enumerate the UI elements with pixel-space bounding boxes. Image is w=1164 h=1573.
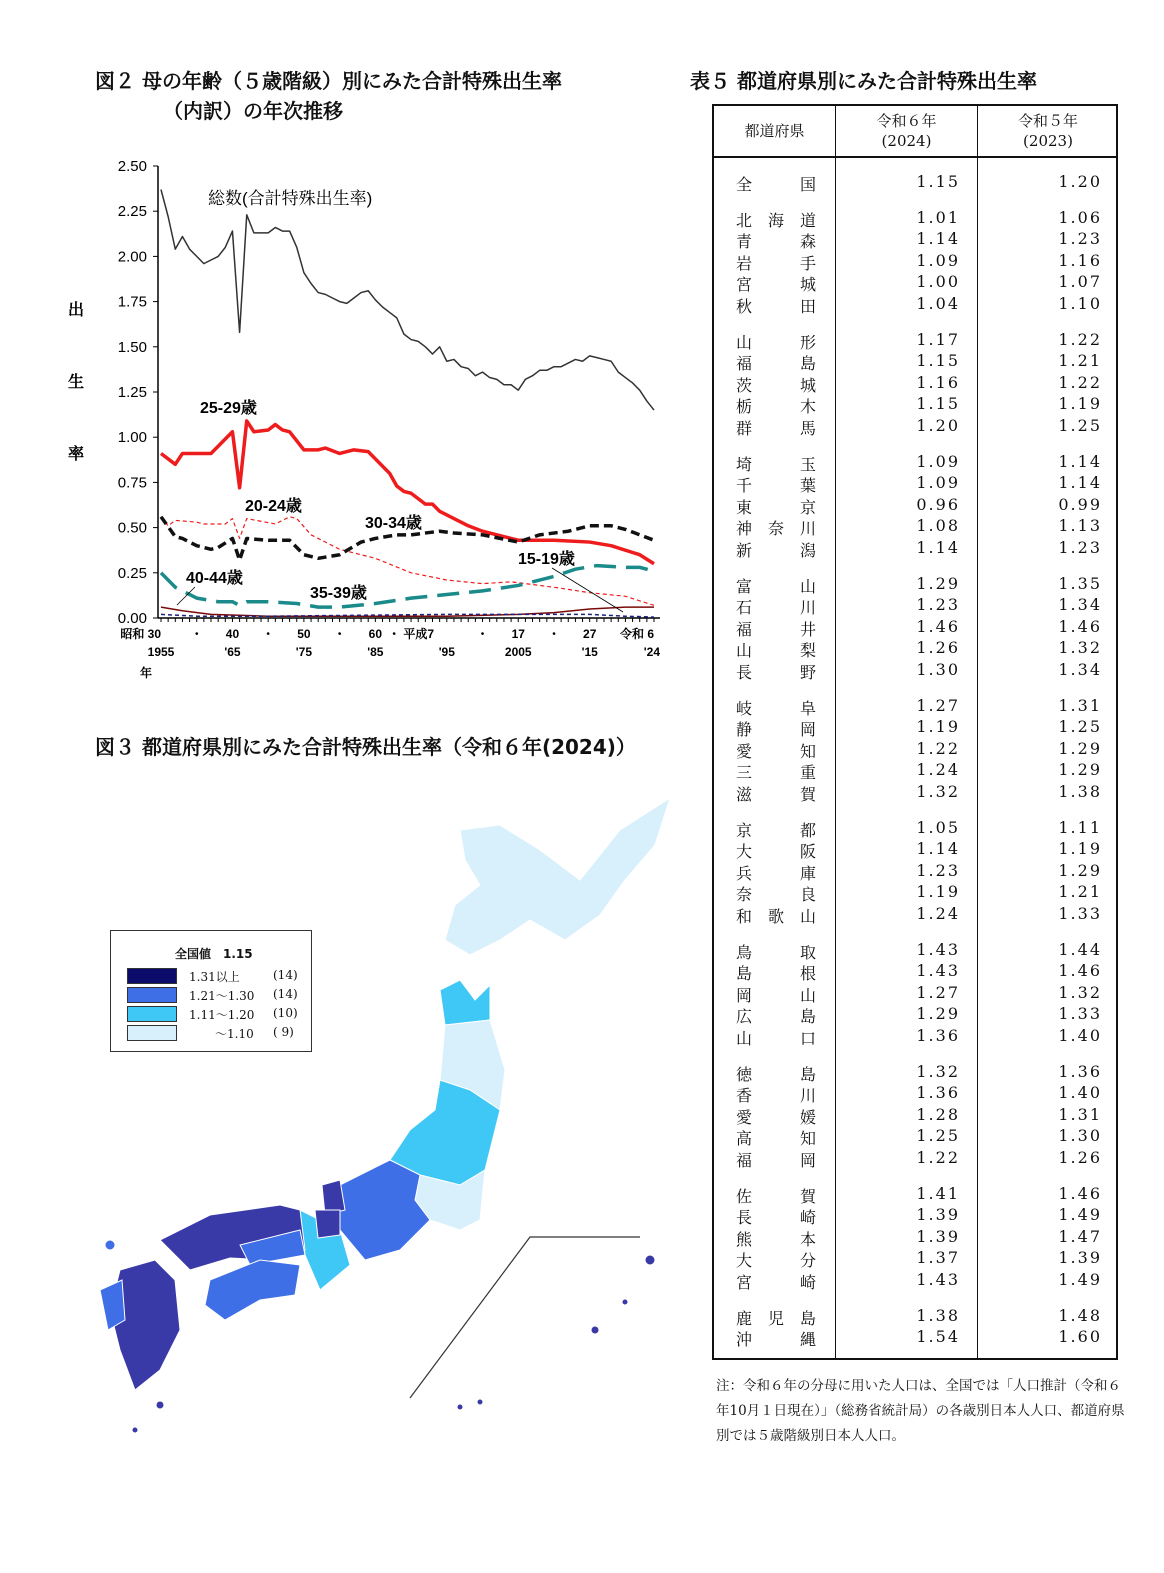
legend-count: (14) [273,968,298,982]
rate-2024: 1.38 [916,1305,960,1325]
prefecture-name: 奈良 [736,885,816,905]
x-tick-year: '75 [295,645,313,659]
rate-2024: 1.46 [916,616,960,636]
table-row [714,516,1116,537]
rate-2023: 1.13 [1058,516,1102,536]
table-row [714,294,1116,315]
prefecture-name: 山梨 [736,641,816,661]
x-tick-year: '15 [581,645,598,659]
rate-2023: 1.10 [1058,294,1102,313]
rate-2024: 1.19 [916,882,960,902]
x-tick-era: 昭和 30 [120,627,161,641]
label-30-34: 30-34歳 [365,515,422,532]
rate-2023: 1.16 [1058,250,1102,270]
table-row [714,940,1116,961]
rate-2024: 1.32 [916,1061,960,1081]
prefecture-name: 福島 [736,354,816,374]
prefecture-name: 群馬 [736,419,816,438]
map-island [622,1299,628,1305]
rate-2023: 1.40 [1058,1026,1102,1045]
prefecture-name: 岐阜 [736,698,816,718]
label-total: 総数(合計特殊出生率) [208,189,373,208]
map-island [591,1326,599,1334]
rate-2023: 1.20 [1058,172,1102,191]
prefecture-name: 宮崎 [736,1273,816,1292]
header-2024 [836,106,977,156]
legend-label: 1.21～1.30 [189,989,255,1003]
prefecture-name: 大阪 [736,842,816,862]
x-tick-era: ・ [262,627,275,641]
prefecture-name: 青森 [736,232,816,252]
series-total-line [161,190,654,411]
rate-2023: 1.33 [1058,1004,1102,1024]
table-row [714,717,1116,738]
header-2024-era: 令和６年 [876,112,937,130]
rate-2024: 1.09 [916,473,960,493]
rate-2024: 1.39 [916,1226,960,1246]
rate-2023: 1.11 [1058,817,1102,837]
legend-item [127,1024,307,1040]
prefecture-name: 三重 [736,763,816,783]
table-row [714,660,1116,681]
rate-2024: 1.43 [916,961,960,981]
prefecture-name: 沖縄 [736,1330,816,1350]
prefecture-name: 佐賀 [736,1186,816,1206]
rate-2023: 1.40 [1058,1083,1102,1103]
table-row [714,574,1116,595]
table-row [714,1270,1116,1291]
rate-2023: 1.36 [1058,1061,1102,1081]
rate-2024: 1.22 [916,1148,960,1167]
prefecture-name: 鹿児島 [736,1308,816,1328]
rate-2024: 1.32 [916,782,960,801]
y-tick-label: 2.00 [117,248,147,266]
rate-2023: 1.44 [1058,939,1102,959]
prefecture-name: 高知 [736,1129,816,1149]
prefecture-name: 北海道 [736,210,816,230]
rate-2024: 1.30 [916,660,960,679]
rate-2024: 1.27 [916,695,960,715]
rate-2024: 1.29 [916,573,960,593]
map-aomori [440,980,490,1025]
legend-count: ( 9) [273,1025,294,1039]
table-row [714,983,1116,1004]
rate-2023: 1.19 [1058,394,1102,414]
table-row [714,1062,1116,1083]
rate-2024: 1.23 [916,860,960,880]
rate-2024: 1.14 [916,839,960,859]
table-row [714,1004,1116,1025]
y-tick-label: 1.25 [117,384,147,401]
rate-2023: 1.49 [1058,1205,1102,1225]
rate-2023: 1.33 [1058,904,1102,923]
rate-2024: 1.37 [916,1248,960,1268]
rate-2023: 1.60 [1058,1327,1102,1347]
table-row [714,473,1116,494]
legend-swatch [127,1006,177,1022]
prefecture-name: 新潟 [736,541,816,560]
rate-2024: 1.04 [916,294,960,313]
rate-2023: 1.29 [1058,738,1102,758]
table-row [714,172,1116,193]
table-row [714,416,1116,437]
label-35-39: 35-39歳 [310,585,367,602]
table-row [714,782,1116,803]
table-row [714,1126,1116,1147]
map-hokkaido [445,798,670,955]
map-island [457,1404,463,1410]
rate-2024: 1.43 [916,939,960,959]
rate-2023: 1.19 [1058,839,1102,859]
table-row [714,696,1116,717]
rate-2024: 1.54 [916,1327,960,1347]
legend-label: 1.11～1.20 [189,1008,255,1022]
map-shikoku [205,1260,300,1320]
prefecture-name: 広島 [736,1007,816,1027]
rate-2023: 1.31 [1058,695,1102,715]
rate-2024: 1.24 [916,904,960,923]
table-row [714,882,1116,903]
x-tick-era: 17 [511,627,525,641]
rate-2023: 1.30 [1058,1126,1102,1146]
header-2023-era: 令和５年 [1017,112,1078,130]
rate-2023: 1.48 [1058,1305,1102,1325]
rate-2023: 1.07 [1058,272,1102,292]
rate-2023: 1.39 [1058,1248,1102,1268]
x-tick-era: 27 [583,627,597,641]
prefecture-name: 香川 [736,1086,816,1106]
rate-2024: 1.41 [916,1183,960,1203]
figure2-title-line2: （内訳）の年次推移 [163,99,343,123]
y-tick-label: 2.25 [117,203,147,221]
y-tick-label: 0.75 [117,474,147,492]
rate-2024: 1.16 [916,372,960,392]
x-tick-era: 40 [225,627,240,641]
legend-swatch [127,968,177,984]
x-tick-era: ・ [547,627,560,641]
table-row [714,617,1116,638]
table-row [714,739,1116,760]
rate-2023: 1.14 [1058,473,1102,493]
rate-2023: 1.25 [1058,416,1102,435]
map-kyushu [110,1260,180,1390]
prefecture-name: 栃木 [736,397,816,417]
prefecture-name: 神奈川 [736,519,816,539]
table-row [714,1205,1116,1226]
rate-2023: 1.06 [1058,207,1102,227]
rate-2023: 1.34 [1058,595,1102,615]
rate-2023: 1.46 [1058,1183,1102,1203]
table-row [714,330,1116,351]
prefecture-name: 全 国 [736,175,816,194]
legend-swatch [127,987,177,1003]
rate-2024: 1.19 [916,717,960,737]
table-row [714,595,1116,616]
table-row [714,229,1116,250]
table-row [714,760,1116,781]
table-row [714,839,1116,860]
legend-swatch [127,1025,177,1041]
x-tick-era: ・ [333,627,346,641]
table-row [714,1148,1116,1169]
x-tick-era: 令和 6 [619,627,654,641]
x-tick-year: '24 [643,645,660,659]
rate-2023: 0.99 [1058,494,1102,514]
prefecture-name: 岡山 [736,985,816,1005]
x-tick-year: 2005 [504,645,532,659]
prefecture-name: 茨城 [736,375,816,395]
prefecture-name: 富山 [736,576,816,596]
rate-2023: 1.26 [1058,1148,1102,1167]
table-row [714,452,1116,473]
prefecture-name: 愛媛 [736,1107,816,1127]
table-row [714,394,1116,415]
map-island [132,1427,138,1433]
prefecture-name: 山形 [736,332,816,352]
rate-2023: 1.25 [1058,717,1102,737]
table-row [714,1327,1116,1348]
y-tick-label: 1.75 [117,293,147,311]
y-tick-label: 0.00 [117,610,147,627]
y-tick-label: 1.50 [117,338,147,356]
x-tick-era: ・ [476,627,489,641]
table-row [714,1105,1116,1126]
rate-2024: 1.17 [916,329,960,349]
table-row [714,208,1116,229]
prefecture-name: 和歌山 [736,907,816,926]
map-island [156,1401,164,1409]
y-axis-label-1: 出 [68,300,85,319]
table-row [714,861,1116,882]
x-tick-era: 50 [297,627,311,641]
y-tick-label: 2.50 [117,158,147,175]
rate-2024: 1.09 [916,250,960,270]
prefecture-name: 熊本 [736,1229,816,1249]
figure2-title: 図２ 母の年齢（５歳階級）別にみた合計特殊出生率 [95,69,562,93]
table-row [714,638,1116,659]
table-row [714,1248,1116,1269]
rate-2023: 1.21 [1058,351,1102,371]
rate-2024: 1.23 [916,595,960,615]
japan-prefecture-map [60,790,690,1450]
table-row [714,272,1116,293]
rate-2024: 1.43 [916,1270,960,1289]
table-row [714,373,1116,394]
rate-2023: 1.46 [1058,961,1102,981]
label-20-24: 20-24歳 [245,498,302,515]
x-tick-year: '85 [367,645,384,659]
rate-2023: 1.29 [1058,760,1102,780]
legend-count: (10) [273,1006,298,1020]
legend-label: 1.31以上 [189,970,240,984]
prefecture-name: 長野 [736,663,816,682]
y-tick-label: 1.00 [117,429,147,447]
prefecture-name: 秋田 [736,297,816,316]
rate-2024: 1.26 [916,638,960,658]
y-axis-label-2: 生 [68,372,85,391]
y-tick-label: 0.50 [117,519,147,537]
rate-2024: 1.15 [916,351,960,371]
table-row [714,351,1116,372]
table-note: 注：令和６年の分母に用いた人口は、全国では「人口推計（令和６年10月１日現在）」（総務省統計局）の各歳別日本人人口、都道府県別では５歳階級別日本人人口。 [716,1378,1125,1444]
prefecture-name: 埼玉 [736,454,816,474]
rate-2023: 1.14 [1058,451,1102,471]
rate-2023: 1.31 [1058,1104,1102,1124]
table-row [714,1227,1116,1248]
prefecture-name: 岩手 [736,253,816,273]
header-2023 [978,106,1118,156]
rate-2023: 1.22 [1058,329,1102,349]
x-tick-era: ・ [190,627,203,641]
map-regions [100,798,670,1433]
header-2023-year: (2023) [1023,132,1073,150]
table-row [714,818,1116,839]
prefecture-name: 福井 [736,619,816,639]
map-legend [110,930,312,1052]
prefecture-name: 滋賀 [736,785,816,804]
map-kyushu-north [100,1280,125,1330]
rate-2024: 1.14 [916,538,960,557]
prefecture-name: 福岡 [736,1151,816,1170]
rate-2024: 1.08 [916,516,960,536]
prefecture-name: 鳥取 [736,942,816,962]
rate-2024: 1.39 [916,1205,960,1225]
okinawa-inset-divider [410,1237,640,1398]
rate-2023: 1.29 [1058,860,1102,880]
legend-item [127,1005,307,1021]
map-island [645,1255,655,1265]
birth-rate-line-chart [60,150,680,690]
x-tick-year: '95 [438,645,455,659]
rate-2023: 1.38 [1058,782,1102,801]
prefecture-name: 東京 [736,497,816,517]
rate-2024: 1.36 [916,1026,960,1045]
prefecture-name: 静岡 [736,720,816,740]
prefecture-name: 愛知 [736,741,816,761]
table-row [714,961,1116,982]
legend-item [127,986,307,1002]
rate-2023: 1.34 [1058,660,1102,679]
prefecture-name: 兵庫 [736,863,816,883]
table-row [714,1026,1116,1047]
rate-2024: 1.29 [916,1004,960,1024]
prefecture-name: 千葉 [736,476,816,496]
table-row [714,904,1116,925]
rate-2024: 1.25 [916,1126,960,1146]
x-tick-era: ・ 平成7 [388,627,435,641]
label-25-29: 25-29歳 [200,400,257,417]
header-2024-year: (2024) [881,132,932,150]
rate-2023: 1.23 [1058,538,1102,557]
rate-2024: 1.15 [916,394,960,414]
rate-2024: 0.96 [916,494,960,514]
table-header [714,106,1116,158]
rate-2024: 1.14 [916,229,960,249]
table-row [714,495,1116,516]
prefecture-name: 長崎 [736,1208,816,1228]
prefecture-name: 徳島 [736,1064,816,1084]
rate-2023: 1.32 [1058,982,1102,1002]
table-row [714,538,1116,559]
map-shiga [315,1210,340,1238]
x-axis-unit: 年 [140,666,153,680]
prefecture-name: 宮城 [736,275,816,295]
rate-2023: 1.32 [1058,638,1102,658]
rate-2024: 1.09 [916,451,960,471]
table-row [714,1184,1116,1205]
prefecture-name: 島根 [736,964,816,984]
table5-title: 表５ 都道府県別にみた合計特殊出生率 [690,69,1037,93]
legend-title: 全国値 1.15 [175,947,253,961]
rate-2023: 1.21 [1058,882,1102,902]
x-tick-era: 60 [368,627,383,641]
rate-2023: 1.47 [1058,1226,1102,1246]
legend-count: (14) [273,987,298,1001]
header-prefecture: 都道府県 [744,122,805,140]
rate-2023: 1.49 [1058,1270,1102,1289]
y-tick-label: 0.25 [117,564,147,582]
rate-2024: 1.36 [916,1083,960,1103]
rate-2024: 1.05 [916,817,960,837]
rate-2024: 1.24 [916,760,960,780]
rate-2024: 1.01 [916,207,960,227]
label-15-19: 15-19歳 [518,551,575,568]
rate-2024: 1.20 [916,416,960,435]
x-tick-year: 1955 [147,645,175,659]
rate-2023: 1.23 [1058,229,1102,249]
arrow-15-19 [552,568,623,612]
rate-2023: 1.46 [1058,616,1102,636]
table-row [714,1083,1116,1104]
legend-label: ～1.10 [215,1027,254,1041]
rate-2024: 1.22 [916,738,960,758]
prefecture-fertility-table [712,104,1118,1360]
prefecture-name: 大分 [736,1251,816,1271]
map-island [105,1240,115,1250]
rate-2024: 1.27 [916,982,960,1002]
rate-2023: 1.35 [1058,573,1102,593]
table-row [714,251,1116,272]
rate-2024: 1.28 [916,1104,960,1124]
prefecture-name: 山口 [736,1029,816,1048]
y-axis-label-3: 率 [68,444,85,463]
table-row [714,1306,1116,1327]
rate-2024: 1.00 [916,272,960,292]
prefecture-name: 京都 [736,820,816,840]
prefecture-name: 石川 [736,598,816,618]
rate-2023: 1.22 [1058,372,1102,392]
rate-2024: 1.15 [916,172,960,191]
figure3-title: 図３ 都道府県別にみた合計特殊出生率（令和６年(2024)） [95,735,636,759]
x-tick-year: '65 [224,645,241,659]
legend-item [127,967,307,983]
map-island [477,1399,483,1405]
label-40-44: 40-44歳 [186,570,243,587]
